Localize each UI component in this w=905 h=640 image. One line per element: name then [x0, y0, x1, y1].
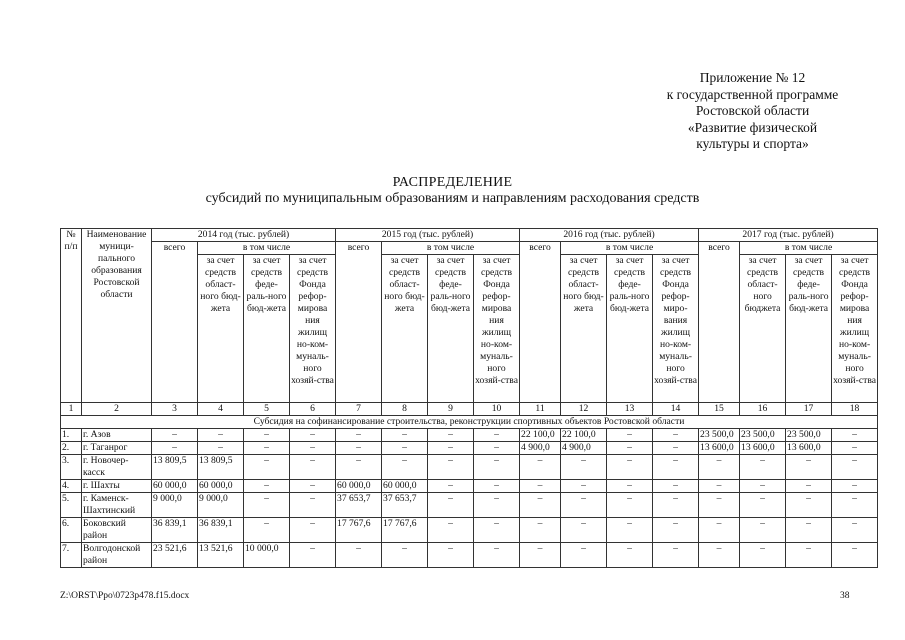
row-number: 2. — [61, 442, 82, 455]
value-cell: 13 809,5 — [152, 455, 198, 480]
value-cell: – — [382, 442, 428, 455]
value-cell: – — [786, 518, 832, 543]
value-cell: – — [290, 543, 336, 568]
value-cell: – — [607, 455, 653, 480]
row-number: 3. — [61, 455, 82, 480]
value-cell: 23 500,0 — [786, 429, 832, 442]
value-cell: – — [653, 442, 699, 455]
value-cell: – — [474, 455, 520, 480]
appendix-line: к государственной программе — [666, 86, 839, 102]
value-cell: – — [474, 442, 520, 455]
value-cell: 36 839,1 — [198, 518, 244, 543]
value-cell: 22 100,0 — [520, 429, 561, 442]
value-cell: – — [699, 518, 740, 543]
header-municipality: Наименование муници-пального образования Ростовской области — [82, 229, 152, 403]
value-cell: – — [699, 480, 740, 493]
value-cell: – — [198, 429, 244, 442]
value-cell: – — [520, 455, 561, 480]
value-cell: – — [474, 543, 520, 568]
value-cell: – — [653, 429, 699, 442]
header-year-2017: 2017 год (тыс. рублей) — [699, 229, 878, 242]
value-cell: – — [699, 455, 740, 480]
document-subtitle: субсидий по муниципальным образованиям и направлениям расходования средств — [205, 191, 700, 206]
municipality-name: г. Таганрог — [82, 442, 152, 455]
value-cell: 37 653,7 — [382, 493, 428, 518]
value-cell: 22 100,0 — [561, 429, 607, 442]
value-cell: – — [520, 518, 561, 543]
value-cell: – — [786, 480, 832, 493]
value-cell: 36 839,1 — [152, 518, 198, 543]
row-number: 7. — [61, 543, 82, 568]
value-cell: – — [290, 455, 336, 480]
table-row — [61, 429, 878, 442]
municipality-name: г. Каменск-Шахтинский — [82, 493, 152, 518]
value-cell: – — [244, 442, 290, 455]
column-number-cell: 11 — [520, 403, 561, 416]
value-cell: – — [786, 455, 832, 480]
value-cell: – — [428, 543, 474, 568]
value-cell: – — [336, 442, 382, 455]
value-cell: – — [382, 429, 428, 442]
value-cell: – — [607, 429, 653, 442]
table-row — [61, 543, 878, 568]
value-cell: – — [699, 543, 740, 568]
value-cell: – — [244, 480, 290, 493]
column-number-cell: 5 — [244, 403, 290, 416]
table-row — [61, 455, 878, 480]
header-total: всего — [152, 242, 198, 403]
value-cell: 13 600,0 — [786, 442, 832, 455]
document-title: РАСПРЕДЕЛЕНИЕ — [392, 175, 513, 190]
value-cell: – — [244, 518, 290, 543]
value-cell: – — [428, 493, 474, 518]
value-cell: – — [520, 493, 561, 518]
column-number-cell: 3 — [152, 403, 198, 416]
value-cell: – — [832, 493, 878, 518]
value-cell: 13 600,0 — [740, 442, 786, 455]
value-cell: – — [740, 518, 786, 543]
value-cell: 60 000,0 — [336, 480, 382, 493]
column-number-cell: 18 — [832, 403, 878, 416]
header-regional-budget: за счет средств област-ного бюд-жета — [561, 255, 607, 403]
value-cell: – — [290, 518, 336, 543]
header-housing-fund: за счет средств Фонда рефор-миро-вания жилищ но-ком-муналь-ного хозяй-ства — [653, 255, 699, 403]
value-cell: 60 000,0 — [198, 480, 244, 493]
column-number-cell: 15 — [699, 403, 740, 416]
municipality-name: г. Шахты — [82, 480, 152, 493]
header-federal-budget: за счет средств феде-раль-ного бюд-жета — [607, 255, 653, 403]
value-cell: – — [336, 455, 382, 480]
value-cell: – — [832, 480, 878, 493]
column-number-cell: 6 — [290, 403, 336, 416]
value-cell: – — [740, 480, 786, 493]
value-cell: – — [336, 543, 382, 568]
value-cell: 60 000,0 — [152, 480, 198, 493]
section-row — [61, 416, 878, 429]
header-number: № п/п — [61, 229, 82, 403]
value-cell: 17 767,6 — [382, 518, 428, 543]
row-number: 6. — [61, 518, 82, 543]
value-cell: – — [244, 429, 290, 442]
value-cell: – — [428, 518, 474, 543]
value-cell: – — [474, 480, 520, 493]
appendix-line: «Развитие физической — [687, 119, 818, 135]
column-number-cell: 16 — [740, 403, 786, 416]
header-total: всего — [336, 242, 382, 403]
header-total: всего — [699, 242, 740, 403]
column-number-cell: 10 — [474, 403, 520, 416]
value-cell: – — [786, 543, 832, 568]
subsidies-table — [60, 228, 878, 568]
column-number-cell: 14 — [653, 403, 699, 416]
header-regional-budget: за счет средств област-ного бюджета — [740, 255, 786, 403]
header-including: в том числе — [561, 242, 699, 255]
header-federal-budget: за счет средств феде-раль-ного бюд-жета — [786, 255, 832, 403]
value-cell: – — [832, 442, 878, 455]
column-number-cell: 12 — [561, 403, 607, 416]
table-row — [61, 493, 878, 518]
value-cell: – — [561, 480, 607, 493]
value-cell: – — [607, 480, 653, 493]
value-cell: – — [336, 429, 382, 442]
value-cell: – — [382, 455, 428, 480]
column-number-cell: 8 — [382, 403, 428, 416]
section-title: Субсидия на софинансирование строительства, реконструкции спортивных объектов Ростовской области — [61, 416, 878, 429]
appendix-line: Приложение № 12 — [699, 70, 806, 85]
header-total: всего — [520, 242, 561, 403]
column-number-cell: 7 — [336, 403, 382, 416]
appendix-header — [600, 70, 905, 153]
column-number-cell: 9 — [428, 403, 474, 416]
value-cell: – — [152, 429, 198, 442]
row-number: 4. — [61, 480, 82, 493]
appendix-line: Ростовской области — [695, 103, 810, 118]
value-cell: 60 000,0 — [382, 480, 428, 493]
value-cell: 23 500,0 — [740, 429, 786, 442]
value-cell: – — [244, 455, 290, 480]
value-cell: – — [152, 442, 198, 455]
value-cell: – — [290, 442, 336, 455]
header-regional-budget: за счет средств област-ного бюд-жета — [198, 255, 244, 403]
value-cell: – — [428, 442, 474, 455]
header-including: в том числе — [382, 242, 520, 255]
value-cell: – — [561, 543, 607, 568]
header-including: в том числе — [198, 242, 336, 255]
value-cell: 13 600,0 — [699, 442, 740, 455]
municipality-name: Боковский район — [82, 518, 152, 543]
row-number: 5. — [61, 493, 82, 518]
value-cell: 9 000,0 — [198, 493, 244, 518]
table-row — [61, 480, 878, 493]
table-row — [61, 518, 878, 543]
value-cell: – — [699, 493, 740, 518]
value-cell: – — [607, 493, 653, 518]
value-cell: 13 809,5 — [198, 455, 244, 480]
value-cell: – — [198, 442, 244, 455]
column-number-cell: 17 — [786, 403, 832, 416]
value-cell: 9 000,0 — [152, 493, 198, 518]
value-cell: – — [607, 442, 653, 455]
table-row — [61, 442, 878, 455]
value-cell: – — [520, 480, 561, 493]
value-cell: – — [653, 493, 699, 518]
value-cell: – — [832, 518, 878, 543]
header-housing-fund: за счет средств Фонда рефор-мирова ния жилищ но-ком-муналь-ного хозяй-ства — [290, 255, 336, 403]
footer-file-path: Z:\ORST\Ppo\0723p478.f15.docx — [60, 591, 190, 601]
value-cell: – — [832, 543, 878, 568]
value-cell: – — [428, 455, 474, 480]
header-year-2016: 2016 год (тыс. рублей) — [520, 229, 699, 242]
value-cell: – — [653, 543, 699, 568]
municipality-name: г. Новочер-касск — [82, 455, 152, 480]
column-number-cell: 4 — [198, 403, 244, 416]
header-federal-budget: за счет средств феде-раль-ного бюд-жета — [428, 255, 474, 403]
value-cell: – — [832, 429, 878, 442]
value-cell: – — [290, 480, 336, 493]
value-cell: – — [607, 543, 653, 568]
value-cell: – — [428, 480, 474, 493]
header-including: в том числе — [740, 242, 878, 255]
value-cell: – — [653, 518, 699, 543]
column-number-cell: 2 — [82, 403, 152, 416]
value-cell: – — [561, 493, 607, 518]
value-cell: – — [474, 518, 520, 543]
value-cell: 37 653,7 — [336, 493, 382, 518]
value-cell: 23 521,6 — [152, 543, 198, 568]
header-federal-budget: за счет средств феде-раль-ного бюд-жета — [244, 255, 290, 403]
value-cell: 17 767,6 — [336, 518, 382, 543]
value-cell: – — [428, 429, 474, 442]
value-cell: – — [520, 543, 561, 568]
column-number-row — [61, 403, 878, 416]
header-year-2015: 2015 год (тыс. рублей) — [336, 229, 520, 242]
value-cell: – — [740, 543, 786, 568]
value-cell: – — [290, 493, 336, 518]
value-cell: – — [653, 480, 699, 493]
header-housing-fund: за счет средств Фонда рефор-мирова ния жилищ но-ком-муналь-ного хозяй-ства — [474, 255, 520, 403]
value-cell: – — [244, 493, 290, 518]
municipality-name: Волгодонской район — [82, 543, 152, 568]
municipality-name: г. Азов — [82, 429, 152, 442]
value-cell: 23 500,0 — [699, 429, 740, 442]
value-cell: – — [290, 429, 336, 442]
value-cell: – — [653, 455, 699, 480]
value-cell: – — [607, 518, 653, 543]
column-number-cell: 1 — [61, 403, 82, 416]
value-cell: 4 900,0 — [561, 442, 607, 455]
value-cell: – — [832, 455, 878, 480]
value-cell: – — [382, 543, 428, 568]
value-cell: – — [474, 429, 520, 442]
column-number-cell: 13 — [607, 403, 653, 416]
value-cell: – — [561, 518, 607, 543]
value-cell: – — [786, 493, 832, 518]
value-cell: 13 521,6 — [198, 543, 244, 568]
value-cell: – — [561, 455, 607, 480]
header-year-2014: 2014 год (тыс. рублей) — [152, 229, 336, 242]
header-housing-fund: за счет средств Фонда рефор-мирова ния жилищ но-ком-муналь-ного хозяй-ства — [832, 255, 878, 403]
value-cell: – — [474, 493, 520, 518]
footer-page-number: 38 — [840, 591, 850, 601]
value-cell: 4 900,0 — [520, 442, 561, 455]
row-number: 1. — [61, 429, 82, 442]
appendix-line: культуры и спорта» — [696, 136, 809, 151]
value-cell: 10 000,0 — [244, 543, 290, 568]
value-cell: – — [740, 493, 786, 518]
header-regional-budget: за счет средств област-ного бюд-жета — [382, 255, 428, 403]
value-cell: – — [740, 455, 786, 480]
